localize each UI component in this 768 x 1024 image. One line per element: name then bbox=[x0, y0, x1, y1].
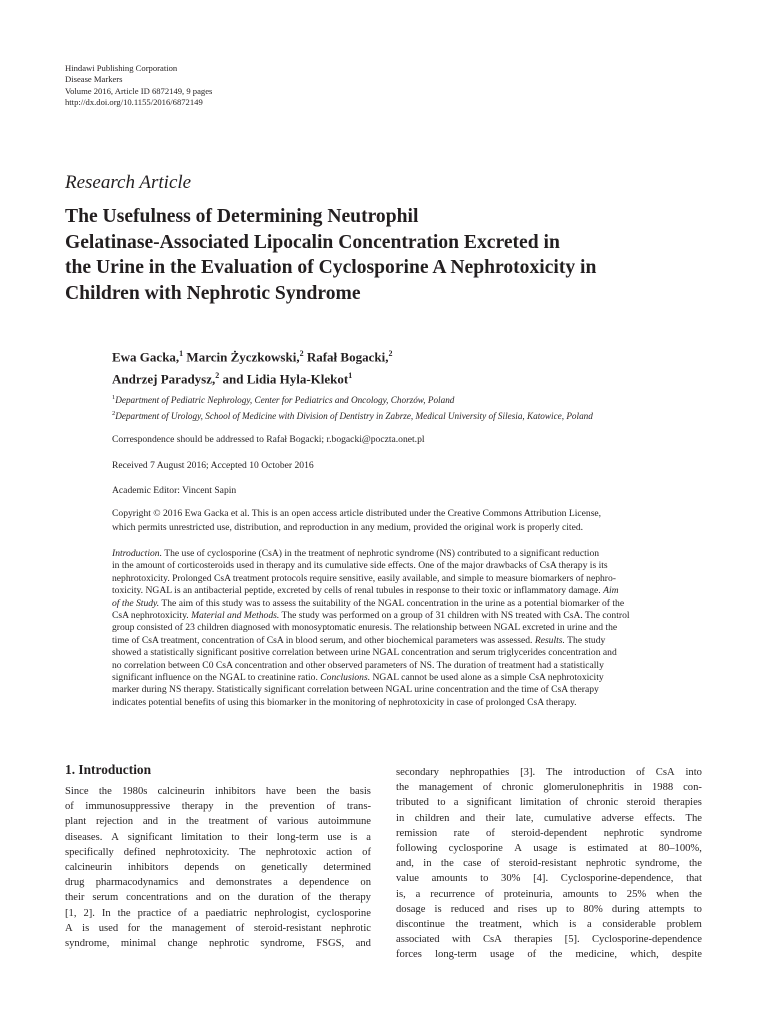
academic-editor: Academic Editor: Vincent Sapin bbox=[112, 485, 237, 496]
body-line: diseases. A significant limitation to their long-term use is a bbox=[65, 831, 371, 843]
abstract-label-introduction: Introduction. bbox=[112, 548, 163, 559]
abstract-text: CsA nephrotoxicity. bbox=[112, 610, 192, 622]
author-affiliation-mark: 2 bbox=[215, 371, 220, 381]
author-list bbox=[112, 344, 392, 389]
body-line: A is used for the management of steroid-resistant nephrotic bbox=[65, 922, 371, 934]
body-line: plant rejection and in the treatment of various autoimmune bbox=[65, 816, 371, 828]
section-heading-introduction: 1. Introduction bbox=[65, 762, 152, 777]
author-affiliation-mark: 2 bbox=[299, 349, 304, 358]
abstract-line: nephrotoxicity. Prolonged CsA treatment protocols require sensitive, easily available, and simple to measure biomarkers of nephro- bbox=[112, 572, 616, 584]
body-column-left bbox=[65, 784, 371, 951]
author-affiliation-mark: 1 bbox=[348, 371, 353, 381]
body-line: following cyclosporine A usage is estimated at 80–100%, bbox=[396, 843, 702, 855]
abstract-text: toxicity. NGAL is an antibacterial peptide, excreted by cells of renal tubules in response to their toxic or inflammatory damage. bbox=[112, 585, 604, 597]
journal-name: Disease Markers bbox=[65, 74, 123, 85]
received-date: Received 7 August 2016; Accepted 10 October 2016 bbox=[112, 460, 314, 471]
body-line: value amounts to 30% [4]. Cyclosporine-dependence, that bbox=[396, 873, 702, 885]
body-line: syndrome, minimal change nephrotic syndrome, FSGS, and bbox=[65, 938, 371, 950]
author-line bbox=[112, 366, 392, 388]
doi-link[interactable]: http://dx.doi.org/10.1155/2016/6872149 bbox=[65, 96, 203, 107]
copyright-line: which permits unrestricted use, distribution, and reproduction in any medium, provided the original work is properly cited. bbox=[112, 521, 584, 533]
affiliation-text: Department of Pediatric Nephrology, Center for Pediatrics and Oncology, Chorzów, Poland bbox=[115, 395, 455, 406]
body-line: forces long-term usage of the medicine, which, despite bbox=[396, 949, 702, 961]
abstract-label-aim: Aim bbox=[603, 585, 619, 597]
abstract-text: time of CsA treatment, concentration of CsA in blood serum, and other biochemical parameters was assessed. bbox=[112, 634, 535, 646]
abstract-line bbox=[112, 598, 706, 610]
article-title bbox=[65, 204, 715, 306]
abstract-line bbox=[112, 672, 706, 684]
author-name: and Lidia Hyla-Klekot bbox=[222, 371, 349, 387]
affiliation-text: Department of Urology, School of Medicine with Division of Dentistry in Zabrze, Medical University of Silesia, Katowice, Poland bbox=[115, 411, 593, 422]
affiliation bbox=[112, 407, 593, 423]
body-line: calcineurin inhibitors depends on genetically determined bbox=[65, 862, 371, 874]
title-line: The Usefulness of Determining Neutrophil bbox=[65, 206, 419, 227]
correspondence: Correspondence should be addressed to Rafał Bogacki; r.bogacki@poczta.onet.pl bbox=[112, 434, 425, 445]
abstract-label-methods: Material and Methods. bbox=[191, 610, 280, 622]
abstract-line: in the amount of corticosteroids used in therapy and its cumulative side effects. One of the major drawbacks of CsA therapy is its bbox=[112, 560, 608, 572]
body-line: in children and their late, cumulative adverse effects. The bbox=[396, 812, 702, 824]
author-line bbox=[112, 344, 392, 366]
abstract-line: no correlation between C0 CsA concentration and other observed parameters of NS. The duration of treatment had a statistically bbox=[112, 659, 604, 671]
abstract-text: The aim of this study was to assess the suitability of the NGAL concentration in the urine as a potential biomarker of the bbox=[159, 597, 625, 609]
author-name: Marcin Życzkowski, bbox=[186, 349, 300, 365]
abstract-line bbox=[112, 635, 706, 647]
body-line: tributed to a significant limitation of chronic steroid therapies bbox=[396, 797, 702, 809]
abstract-text: significant influence on the NGAL to creatinine ratio. bbox=[112, 672, 321, 684]
body-line: discontinue the treatment, which is a considerable problem bbox=[396, 919, 702, 931]
volume-info: Volume 2016, Article ID 6872149, 9 pages bbox=[65, 85, 213, 96]
abstract-line: group consisted of 23 children diagnosed with monosyptomatic enuresis. The relationship between NGAL excreted in urine and the bbox=[112, 622, 618, 634]
body-line: of immunosuppressive therapy in the prevention of trans- bbox=[65, 801, 371, 813]
body-line: drug pharmacodynamics and demonstrates a dependence on bbox=[65, 877, 371, 889]
abstract-line: indicates potential benefits of using this biomarker in the monitoring of nephrotoxicity in case of prolonged CsA therapy. bbox=[112, 696, 577, 708]
body-line: the management of chronic glomerulonephritis in 1988 con- bbox=[396, 782, 702, 794]
affiliations bbox=[112, 391, 593, 423]
abstract-line bbox=[112, 610, 706, 622]
author-name: Rafał Bogacki, bbox=[306, 349, 389, 365]
abstract-line: marker during NS therapy. Statistically significant correlation between NGAL urine concentration and the time of CsA therapy bbox=[112, 684, 599, 696]
abstract-text: NGAL cannot be used alone as a simple CsA nephrotoxicity bbox=[370, 672, 604, 684]
author-name: Andrzej Paradysz, bbox=[112, 371, 216, 387]
abstract-label-results: Results. bbox=[534, 634, 565, 646]
abstract-line bbox=[112, 585, 706, 597]
body-line: remission rate of steroid-dependent nephrotic syndrome bbox=[396, 827, 702, 839]
abstract-label-aim: of the Study. bbox=[112, 597, 160, 609]
abstract-line: showed a statistically significant positive correlation between urine NGAL concentration and serum triglycerides concentration and bbox=[112, 647, 617, 659]
abstract-line bbox=[112, 548, 706, 560]
body-line: specifically defined nephrotoxicity. The nephrotoxic action of bbox=[65, 846, 371, 858]
author-name: Ewa Gacka, bbox=[112, 349, 180, 365]
body-line: and, in the case of steroid-resistant nephrotic syndrome, the bbox=[396, 858, 702, 870]
title-line: the Urine in the Evaluation of Cyclosporine A Nephrotoxicity in bbox=[65, 257, 597, 279]
body-line: their serum concentrations and on the duration of the therapy bbox=[65, 892, 371, 904]
body-line: secondary nephropathies [3]. The introduction of CsA into bbox=[396, 767, 702, 778]
body-line: dosage is reduced and rises up to 80% during attempts to bbox=[396, 903, 702, 915]
abstract-label-conclusions: Conclusions. bbox=[320, 672, 371, 684]
copyright-line: Copyright © 2016 Ewa Gacka et al. This is an open access article distributed under the Creative Commons Attribution License, bbox=[112, 508, 602, 519]
affiliation bbox=[112, 391, 593, 407]
author-affiliation-mark: 2 bbox=[388, 349, 393, 358]
title-line: Children with Nephrotic Syndrome bbox=[65, 282, 361, 304]
body-column-right bbox=[396, 765, 702, 963]
title-line: Gelatinase-Associated Lipocalin Concentration Excreted in bbox=[65, 231, 560, 253]
affiliation-mark: 1 bbox=[112, 394, 116, 401]
body-line: associated with CsA therapies [5]. Cyclosporine-dependence bbox=[396, 934, 702, 946]
affiliation-mark: 2 bbox=[112, 410, 116, 418]
abstract-text: The study was performed on a group of 31 children with NS treated with CsA. The control bbox=[279, 610, 630, 622]
abstract bbox=[112, 548, 706, 709]
article-type: Research Article bbox=[65, 172, 192, 193]
journal-masthead bbox=[65, 63, 212, 108]
body-line: is, a recurrence of proteinuria, amounts to 25% when the bbox=[396, 888, 702, 900]
author-affiliation-mark: 1 bbox=[179, 349, 184, 358]
publisher-name: Hindawi Publishing Corporation bbox=[65, 63, 178, 73]
body-line: Since the 1980s calcineurin inhibitors have been the basis bbox=[65, 786, 371, 797]
abstract-text: The use of cyclosporine (CsA) in the treatment of nephrotic syndrome (NS) contributed to a significant reduction bbox=[162, 548, 600, 559]
copyright-notice bbox=[112, 507, 706, 534]
abstract-text: The study bbox=[564, 634, 606, 646]
body-line: [1, 2]. In the practice of a paediatric nephrologist, cyclosporine bbox=[65, 907, 371, 919]
